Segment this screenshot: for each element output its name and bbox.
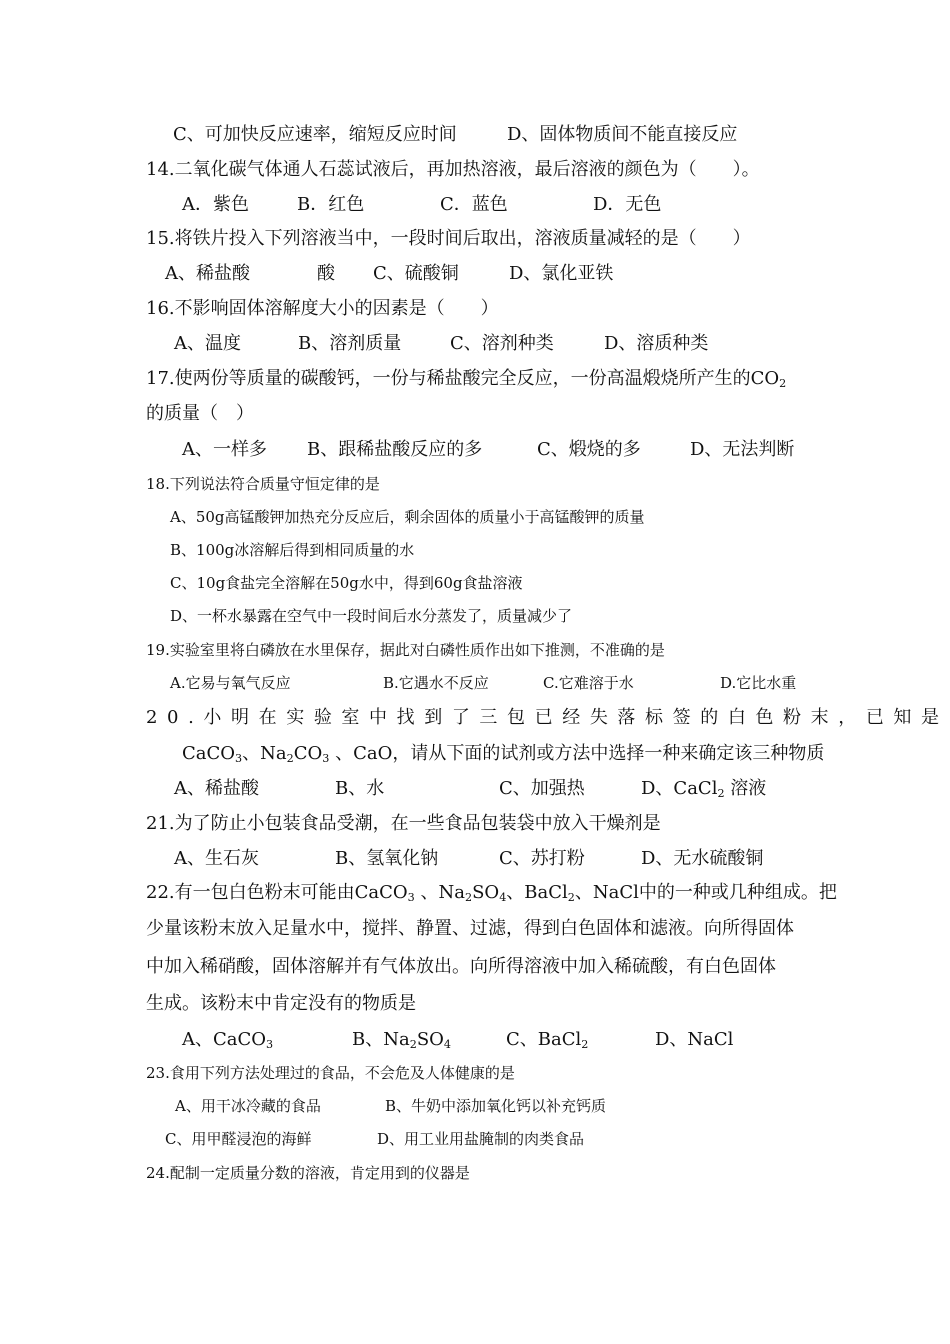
q13-option-d: D、固体物质间不能直接反应: [507, 124, 738, 145]
q23-option-a: A、用干冰冷藏的食品: [175, 1097, 321, 1115]
q19-option-b: B.它遇水不反应: [383, 674, 489, 692]
q21-option-a: A、生石灰: [174, 848, 259, 869]
q15-stem: 15.将铁片投入下列溶液当中，一段时间后取出，溶液质量减轻的是（ ）: [146, 228, 751, 249]
q14-stem: 14.二氧化碳气体通人石蕊试液后，再加热溶液，最后溶液的颜色为（ ）。: [146, 159, 760, 180]
q14-option-d: D．无色: [593, 194, 662, 215]
q20-option-d: [641, 780, 766, 798]
q15-option-c: C、硫酸铜: [373, 263, 459, 284]
q22-sub-1: 3: [407, 890, 415, 904]
q22-sub-4: 2: [567, 890, 575, 904]
q20-formula-na: 、Na: [242, 743, 287, 764]
q20-sub-2: 2: [286, 751, 294, 765]
q23-option-c: C、用甲醛浸泡的海鲜: [165, 1130, 312, 1148]
q21-option-c: C、苏打粉: [499, 848, 585, 869]
q16-option-c: C、溶剂种类: [450, 333, 554, 354]
q22-stem-line3: 中加入稀硝酸，固体溶解并有气体放出。向所得溶液中加入稀硫酸，有白色固体: [146, 956, 776, 977]
q16-option-b: B、溶剂质量: [298, 333, 402, 354]
q17-stem-text: 17.使两份等质量的碳酸钙，一份与稀盐酸完全反应，一份高温煅烧所产生的CO: [146, 368, 780, 389]
q16-option-d: D、溶质种类: [604, 333, 709, 354]
q15-option-b: 酸: [317, 263, 335, 284]
q20-sub-1: 3: [235, 751, 243, 765]
q17-subscript: 2: [779, 376, 787, 390]
q23-option-b: B、牛奶中添加氧化钙以补充钙质: [385, 1097, 607, 1115]
q19-option-d: D.它比水重: [720, 674, 797, 692]
q18-option-c: C、10g食盐完全溶解在50g水中，得到60g食盐溶液: [170, 574, 523, 592]
q22-option-c: [506, 1031, 588, 1049]
q20-sub-3: 3: [322, 751, 330, 765]
q22-option-b-mid: SO: [416, 1029, 444, 1050]
q22-option-a-sub: 3: [266, 1037, 274, 1051]
q18-option-d: D、一杯水暴露在空气中一段时间后水分蒸发了，质量减少了: [170, 607, 573, 625]
q20-formula-caco3: CaCO: [182, 743, 236, 764]
q19-option-a: A.它易与氧气反应: [170, 674, 291, 692]
q22-text-1: 22.有一包白色粉末可能由CaCO: [146, 882, 408, 903]
q20-stem-line2: [182, 745, 824, 763]
q20-option-d-sub: 2: [717, 786, 725, 800]
q18-option-a: A、50g高锰酸钾加热充分反应后，剩余固体的质量小于高锰酸钾的质量: [170, 508, 645, 526]
q22-option-c-text: C、BaCl: [506, 1029, 582, 1050]
q20-option-a: A、稀盐酸: [174, 778, 259, 799]
q22-option-d: D、NaCl: [655, 1029, 734, 1050]
q21-option-b: B、氢氧化钠: [335, 848, 439, 869]
q24-stem: 24.配制一定质量分数的溶液，肯定用到的仪器是: [146, 1164, 470, 1182]
q22-option-c-sub: 2: [581, 1037, 589, 1051]
q22-stem-line1: [146, 884, 837, 902]
q22-option-b-sub1: 2: [409, 1037, 417, 1051]
q22-text-5: 、NaCl中的一种或几种组成。把: [574, 882, 837, 903]
q17-option-b: B、跟稀盐酸反应的多: [307, 439, 483, 460]
q20-stem-tail: 、CaO，请从下面的试剂或方法中选择一种来确定该三种物质: [329, 743, 825, 764]
q19-stem: 19.实验室里将白磷放在水里保存，据此对白磷性质作出如下推测，不准确的是: [146, 641, 665, 659]
q17-stem-line2: 的质量（ ）: [146, 403, 254, 424]
q15-option-a: A、稀盐酸: [165, 263, 250, 284]
q20-stem-line1: 20.小明在实验室中找到了三包已经失落标签的白色粉末，已知是: [146, 707, 949, 728]
q22-text-3: SO: [472, 882, 500, 903]
q14-option-a: A．紫色: [182, 194, 249, 215]
q20-option-b: B、水: [335, 778, 385, 799]
q17-option-a: A、一样多: [182, 439, 267, 460]
q22-sub-3: 4: [499, 890, 507, 904]
q22-text-2: 、Na: [414, 882, 465, 903]
q14-option-c: C．蓝色: [440, 194, 508, 215]
q22-text-4: 、BaCl: [506, 882, 568, 903]
q20-option-d-text: D、CaCl: [641, 778, 718, 799]
q16-option-a: A、温度: [174, 333, 241, 354]
q21-option-d: D、无水硫酸铜: [641, 848, 764, 869]
q21-stem: 21.为了防止小包装食品受潮，在一些食品包装袋中放入干燥剂是: [146, 813, 661, 834]
q19-option-c: C.它难溶于水: [543, 674, 634, 692]
q23-option-d: D、用工业用盐腌制的肉类食品: [377, 1130, 585, 1148]
q13-option-c: C、可加快反应速率，缩短反应时间: [173, 124, 457, 145]
q18-option-b: B、100g冰溶解后得到相同质量的水: [170, 541, 415, 559]
q17-option-c: C、煅烧的多: [537, 439, 641, 460]
q23-stem: 23.食用下列方法处理过的食品，不会危及人体健康的是: [146, 1064, 515, 1082]
q22-sub-2: 2: [464, 890, 473, 904]
q22-option-b: [352, 1031, 451, 1049]
q17-stem-line1: [146, 370, 786, 388]
q20-formula-co: CO: [293, 743, 323, 764]
q22-option-a: [182, 1031, 273, 1049]
q14-option-b: B．红色: [297, 194, 365, 215]
q22-stem-line4: 生成。该粉末中肯定没有的物质是: [146, 993, 416, 1014]
q22-option-a-text: A、CaCO: [182, 1029, 267, 1050]
q22-stem-line2: 少量该粉末放入足量水中，搅拌、静置、过滤，得到白色固体和滤液。向所得固体: [146, 918, 794, 939]
q16-stem: 16.不影响固体溶解度大小的因素是（ ）: [146, 298, 499, 319]
q15-option-d: D、氯化亚铁: [509, 263, 614, 284]
q22-option-b-sub2: 4: [443, 1037, 452, 1051]
q22-option-b-text: B、Na: [352, 1029, 410, 1050]
q18-stem: 18.下列说法符合质量守恒定律的是: [146, 475, 380, 493]
q20-option-d-tail: 溶液: [724, 778, 767, 799]
q17-option-d: D、无法判断: [690, 439, 795, 460]
q20-option-c: C、加强热: [499, 778, 585, 799]
